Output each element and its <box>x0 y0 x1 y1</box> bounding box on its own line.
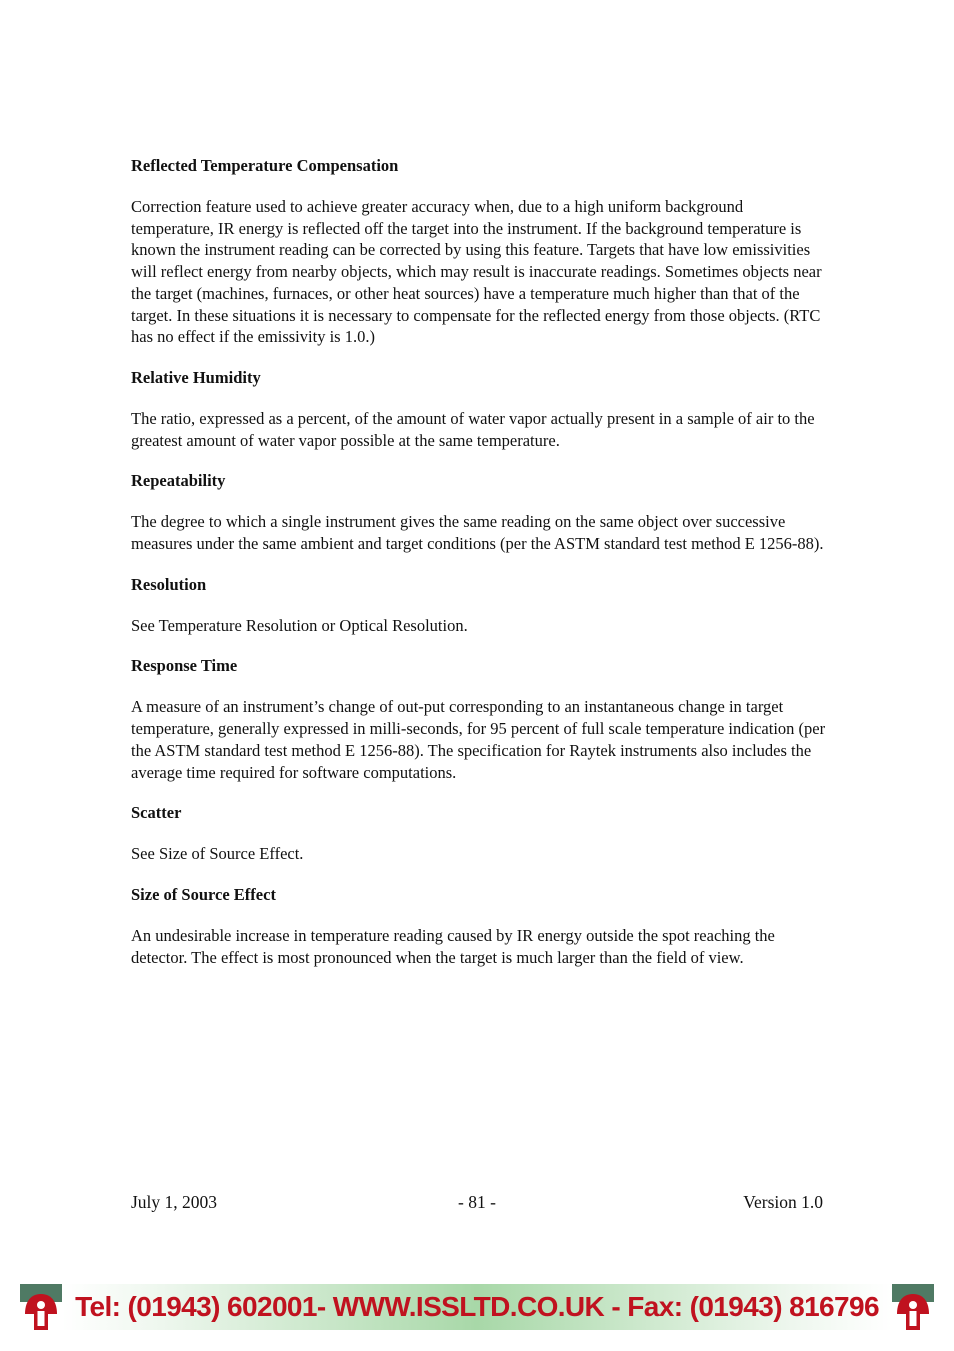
info-i-logo-icon <box>20 1284 62 1330</box>
entry-title: Resolution <box>131 574 207 594</box>
page-footer <box>131 1190 823 1214</box>
footer-version: Version 1.0 <box>743 1192 823 1212</box>
entry-title: Response Time <box>131 656 238 676</box>
glossary-entry <box>131 367 826 451</box>
glossary-entry <box>131 155 826 348</box>
glossary-entry <box>131 655 826 783</box>
footer-date: July 1, 2003 <box>131 1192 218 1212</box>
glossary-entry <box>131 802 826 865</box>
entry-body: A measure of an instrument’s change of out-put corresponding to an instantaneous change in target temperature, generally expressed in milli-seconds, for 95 percent of full scale temperature indication (per the ASTM standard test method E 1256-88). The specification for Raytek instruments also includes the average time required for software computations. <box>131 697 826 782</box>
glossary-entry <box>131 574 826 637</box>
contact-banner <box>20 1284 934 1330</box>
entry-body: Correction feature used to achieve greater accuracy when, due to a high uniform background temperature, IR energy is reflected off the target into the instrument. If the background temperature is known the instrument reading can be corrected by using this feature. Targets that have low emissivities will reflect energy from nearby objects, which may result is inaccurate readings. Sometimes objects near the target (machines, furnaces, or other heat sources) have a temperature much higher than that of the target. In these situations it is necessary to compensate for the reflected energy from those objects. (RTC has no effect if the emissivity is 1.0.) <box>131 197 822 347</box>
footer-page-number: - 81 - <box>458 1192 496 1212</box>
entry-title: Relative Humidity <box>131 367 261 387</box>
entry-body: The ratio, expressed as a percent, of the amount of water vapor actually present in a sample of air to the greatest amount of water vapor possible at the same temperature. <box>131 408 815 450</box>
entry-title: Reflected Temperature Compensation <box>131 156 399 175</box>
banner-contact-text: Tel: (01943) 602001- WWW.ISSLTD.CO.UK - Fax: (01943) 816796 <box>75 1291 879 1322</box>
info-i-logo-icon <box>892 1284 934 1330</box>
entry-body: See Size of Source Effect. <box>131 844 304 864</box>
entry-title: Repeatability <box>131 471 226 491</box>
glossary-entry <box>131 884 826 968</box>
entry-title: Scatter <box>131 803 182 823</box>
glossary-entry <box>131 470 826 554</box>
entry-title: Size of Source Effect <box>131 884 276 904</box>
entry-body: See Temperature Resolution or Optical Resolution. <box>131 615 468 635</box>
entry-body: The degree to which a single instrument gives the same reading on the same object over successive measures under the same ambient and target conditions (per the ASTM standard test method E 1256-88). <box>131 512 824 554</box>
entry-body: An undesirable increase in temperature reading caused by IR energy outside the spot reaching the detector. The effect is most pronounced when the target is much larger than the field of view. <box>131 925 775 967</box>
glossary-content <box>131 155 826 987</box>
